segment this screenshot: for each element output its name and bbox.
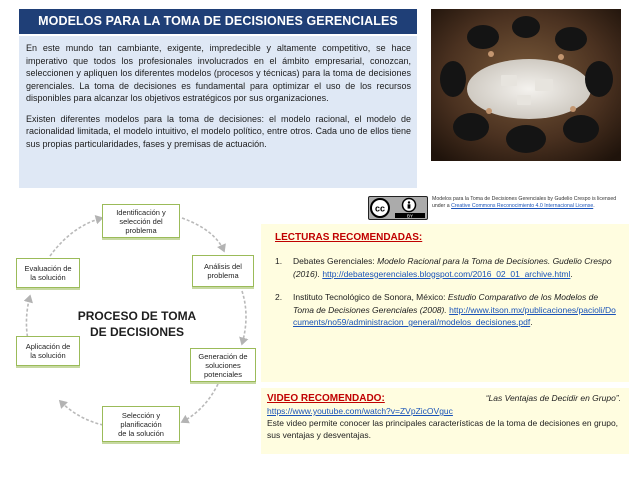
recommended-readings [261,224,629,382]
cc-icon-letters: cc [374,203,386,214]
attribution-text: Modelos para la Toma de Decisiones Gerenciales by Gudelio Crespo is licensed under a [432,196,617,209]
reading-source: Debates Gerenciales: [293,256,375,266]
reading-source: Instituto Tecnológico de Sonora, México: [293,292,446,302]
cc-license-badge[interactable] [368,196,428,220]
intro-box [19,36,417,188]
reading-number: 1. [275,256,283,266]
diagram-center-title: PROCESO DE TOMA DE DECISIONES [77,309,197,339]
attribution-period: . [593,203,595,209]
reading-number: 2. [275,292,283,302]
by-label: BY [406,213,414,219]
step-seleccion: Selección y planificación de la solución [102,406,180,442]
page-title: MODELOS PARA LA TOMA DE DECISIONES GERENCIALES [19,9,417,34]
license-attribution [432,196,628,210]
cc-icon [369,197,427,219]
meeting-photo [431,9,621,161]
step-generacion: Generación de soluciones potenciales [190,348,256,382]
readings-heading: LECTURAS RECOMENDADAS: [275,232,423,243]
step-analisis: Análisis del problema [192,255,254,287]
step-identificacion: Identificación y selección del problema [102,204,180,238]
decision-process-diagram [10,196,260,454]
video-link[interactable]: https://www.youtube.com/watch?v=ZVpZicOVguc [267,406,453,416]
intro-paragraph-1: En este mundo tan cambiante, exigente, impredecible y altamente competitivo, se hace imperativo que todos los profesionales involucrados en el ámbito empresarial, conozcan, seleccionen y apliquen los diferentes modelos (procesos y técnicas) para la toma de decisiones gerenciales. La toma de decisiones es fundamental para optimizar el uso de los recursos disponibles para alcanzar los objetivos estratégicos por sus organizaciones. [26,43,411,103]
reading-item: 2. Instituto Tecnológico de Sonora, México: Estudio Comparativo de los Modelos de Toma de Decisiones Gerenciales (2008). http://www.itson.mx/publicaciones/pacioli/Documents/no59/administracion_general/modelos_decisiones.pdf. [275,292,616,327]
readings-list [275,255,619,329]
intro-paragraph-2: Existen diferentes modelos para la toma de decisiones: el modelo racional, el modelo de racionalidad limitada, el modelo intuitivo, el modelo político, entre otros. Cada uno de ellos tiene sus propias particularidades, fases y premisas de actuación. [26,113,411,149]
video-heading: VIDEO RECOMENDADO: [267,393,385,404]
meeting-photo-illustration [431,9,621,161]
step-aplicacion: Aplicación de la solución [16,336,80,366]
license-link[interactable]: Creative Commons Reconocimiento 4.0 Internacional License [451,203,594,209]
video-description: Este video permite conocer las principales características de la toma de decisiones en grupo, sus ventajas y desventajas. [267,418,619,440]
video-title: “Las Ventajas de Decidir en Grupo”. [485,393,621,403]
recommended-video [261,388,629,454]
step-evaluacion: Evaluación de la solución [16,258,80,288]
reading-link[interactable]: http://debatesgerenciales.blogspot.com/2016_02_01_archive.html [322,268,571,279]
reading-title: Estudio Comparativo de los Modelos de Toma de Decisiones Gerenciales (2008). [293,292,599,315]
reading-title: Modelo Racional para la Toma de Decisiones. Gudelio Crespo (2016). [293,256,612,279]
reading-item: 1. Debates Gerenciales: Modelo Racional para la Toma de Decisiones. Gudelio Crespo (2016). http://debatesgerenciales.blogspot.com/2016_02_01_archive.html. [275,256,612,279]
reading-link[interactable]: http://www.itson.mx/publicaciones/pacioli/Documents/no59/administracion_general/modelos_decisiones.pdf [293,304,616,327]
